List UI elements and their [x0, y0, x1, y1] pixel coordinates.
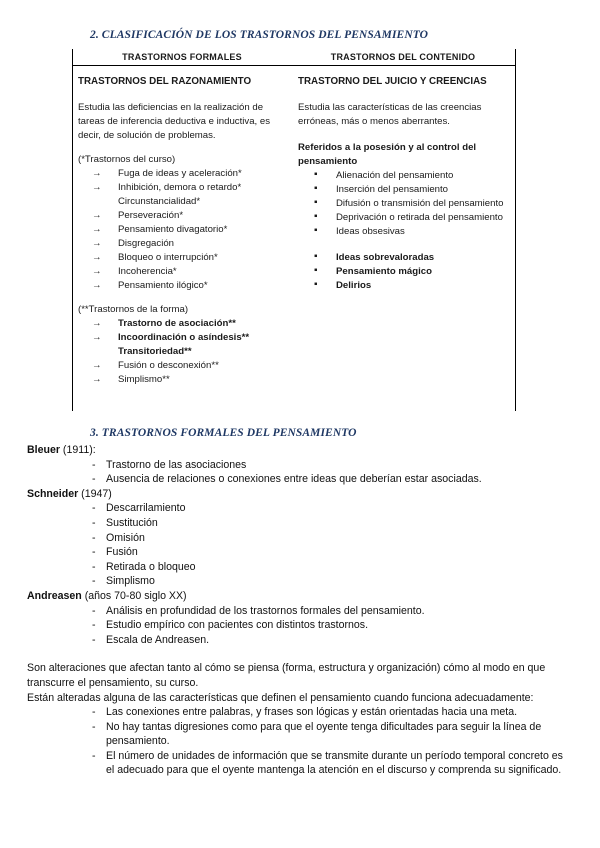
course-item: → Pensamiento divagatorio* [92, 224, 228, 235]
list-item: - Análisis en profundidad de los trastornos formales del pensamiento. [92, 604, 425, 617]
form-item: → Incoordinación o asíndesis** [92, 332, 250, 343]
table-left-border [72, 49, 73, 411]
section-3-title: 3. TRASTORNOS FORMALES DEL PENSAMIENTO [90, 427, 357, 439]
course-item: → Perseveración* [92, 210, 184, 221]
table-right-border [515, 49, 516, 411]
content-item: ▪ Ideas obsesivas [314, 225, 405, 237]
paragraph-alterations: Son alteraciones que afectan tanto al cómo se piensa (forma, estructura y organización) cómo al modo en que transcurre el pensamiento, su curso. [27, 662, 546, 689]
schneider-list [27, 501, 572, 589]
formal-disorders-column [78, 49, 286, 387]
form-item: → Fusión o desconexión** [92, 360, 219, 371]
bleuer-heading: Bleuer (1911): [27, 444, 96, 456]
list-item: - Fusión [92, 546, 138, 559]
course-item: → Incoherencia* [92, 266, 177, 277]
andreasen-heading: Andreasen (años 70-80 siglo XX) [27, 589, 187, 602]
list-item: - Sustitución [92, 516, 158, 529]
schneider-heading: Schneider (1947) [27, 487, 112, 500]
reasoning-description: Estudia las deficiencias en la realización de tareas de inferencia deductiva e inductiva, es decir, de solución de problemas. [78, 102, 270, 141]
list-item: - Estudio empírico con pacientes con distintos trastornos. [92, 619, 369, 632]
content-disorders-header: TRASTORNOS DEL CONTENIDO [330, 52, 476, 62]
course-item: → Disgregación [92, 238, 174, 249]
course-item: → Pensamiento ilógico* [92, 280, 208, 291]
judgment-beliefs-heading: TRASTORNO DEL JUICIO Y CREENCIAS [298, 76, 487, 87]
list-item: - Ausencia de relaciones o conexiones entre ideas que deberían estar asociadas. [92, 473, 482, 486]
possession-control-label: Referidos a la posesión y al control del pensamiento [298, 142, 477, 167]
course-group-label: (*Trastornos del curso) [78, 154, 176, 165]
content-bold-item: ▪ Pensamiento mágico [314, 265, 432, 277]
content-item: ▪ Alienación del pensamiento [314, 169, 454, 181]
content-item: ▪ Difusión o transmisión del pensamiento [314, 197, 504, 209]
list-item: - Las conexiones entre palabras, y frases son lógicas y están orientadas hacia una meta. [92, 706, 518, 719]
content-bold-item: ▪ Ideas sobrevaloradas [314, 251, 435, 263]
form-group-label: (**Trastornos de la forma) [78, 304, 189, 315]
reasoning-disorders-heading: TRASTORNOS DEL RAZONAMIENTO [78, 76, 252, 87]
list-item: - Omisión [92, 531, 145, 544]
course-item: Circunstancialidad* [118, 196, 201, 207]
list-item: - Simplismo [92, 575, 155, 588]
list-item: - Trastorno de las asociaciones [92, 458, 247, 471]
section-3-body [27, 443, 572, 778]
andreasen-list [27, 604, 572, 648]
content-item: ▪ Inserción del pensamiento [314, 183, 448, 195]
list-item: - El número de unidades de información que se transmite durante un período temporal concreto es el adecuado para que el oyente mantenga la atención en el discurso y comprenda su significado. [92, 749, 563, 777]
judgment-description: Estudia las características de las creencias erróneas, más o menos aberrantes. [298, 102, 482, 127]
form-item: → Trastorno de asociación** [92, 318, 236, 329]
list-item: - Retirada o bloqueo [92, 560, 196, 573]
content-bold-item: ▪ Delirios [314, 279, 372, 291]
list-item: - Escala de Andreasen. [92, 633, 210, 646]
characteristics-list [27, 705, 572, 778]
course-item: → Inhibición, demora o retardo* [92, 182, 242, 193]
list-item: - Descarrilamiento [92, 502, 186, 515]
formal-disorders-header: TRASTORNOS FORMALES [122, 52, 242, 62]
course-item: → Fuga de ideas y aceleración* [92, 168, 242, 179]
classification-table [72, 49, 516, 411]
form-item: → Simplismo** [92, 374, 170, 385]
list-item: - No hay tantas digresiones como para que el oyente tenga dificultades para seguir la línea de pensamiento. [92, 720, 542, 748]
bleuer-list [27, 458, 572, 487]
section-2-title: 2. CLASIFICACIÓN DE LOS TRASTORNOS DEL PENSAMIENTO [90, 29, 429, 41]
paragraph-characteristics: Están alteradas alguna de las características que definen el pensamiento cuando funciona adecuadamente: [27, 691, 534, 704]
form-item: Transitoriedad** [118, 346, 192, 357]
course-item: → Bloqueo o interrupción* [92, 252, 218, 263]
content-disorders-column [298, 49, 508, 293]
content-item: ▪ Deprivación o retirada del pensamiento [314, 211, 503, 223]
